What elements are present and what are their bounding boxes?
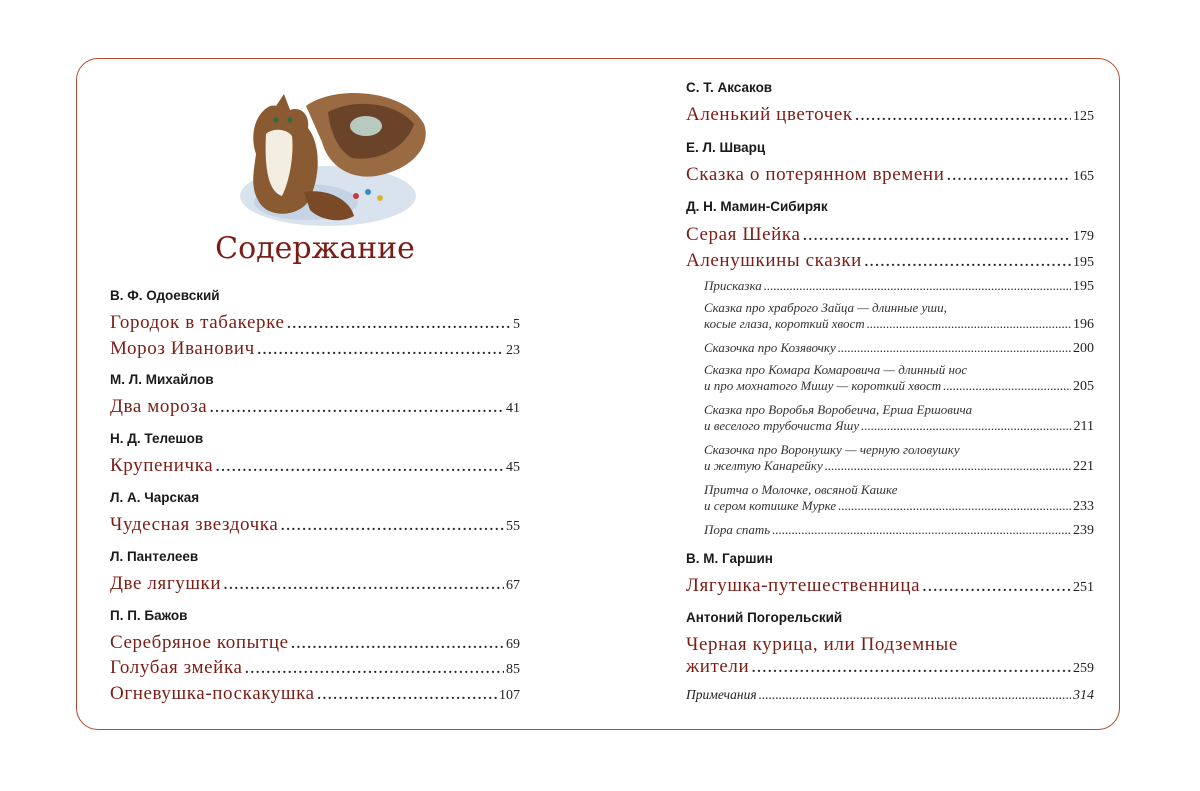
story-title: Аленький цветочек bbox=[686, 104, 853, 125]
page-number: 5 bbox=[513, 317, 520, 332]
toc-sub-entry[interactable] bbox=[704, 482, 1094, 515]
sub-title-line1: Притча о Молочке, овсяной Кашке bbox=[704, 482, 898, 497]
page-number: 85 bbox=[506, 662, 520, 677]
story-title: Две лягушки bbox=[110, 573, 222, 594]
story-title: Серебряное копытце bbox=[110, 632, 289, 653]
page-number: 221 bbox=[1073, 459, 1094, 474]
story-title: Крупеничка bbox=[110, 455, 214, 476]
toc-entry[interactable] bbox=[110, 396, 520, 418]
toc-sub-entry[interactable] bbox=[704, 300, 1094, 333]
page-number: 233 bbox=[1073, 499, 1094, 514]
page-number: 45 bbox=[506, 460, 520, 475]
toc-sub-entry[interactable] bbox=[704, 442, 1094, 475]
sub-title: Сказочка про Козявочку bbox=[704, 340, 836, 355]
page-number: 41 bbox=[506, 401, 520, 416]
toc-entry[interactable] bbox=[110, 338, 520, 360]
page-number: 55 bbox=[506, 519, 520, 534]
toc-entry[interactable] bbox=[110, 573, 520, 595]
page-number: 200 bbox=[1073, 341, 1094, 356]
toc-entry[interactable] bbox=[110, 455, 520, 477]
page-number: 205 bbox=[1073, 379, 1094, 394]
author-mamin-sibiryak: Д. Н. Мамин-Сибиряк bbox=[686, 199, 828, 214]
author-odoevsky: В. Ф. Одоевский bbox=[110, 288, 220, 303]
page-number: 107 bbox=[499, 688, 520, 703]
toc-entry[interactable] bbox=[110, 514, 520, 536]
toc-entry[interactable] bbox=[110, 683, 520, 705]
sub-title-line2: и про мохнатого Мишу — короткий хвост bbox=[704, 378, 942, 393]
story-title: Голубая змейка bbox=[110, 657, 243, 678]
toc-sub-entry[interactable] bbox=[704, 340, 1094, 357]
author-shvarts: Е. Л. Шварц bbox=[686, 140, 766, 155]
story-title: Лягушка-путешественница bbox=[686, 575, 921, 596]
sub-title: Пора спать bbox=[704, 522, 771, 537]
toc-entry[interactable] bbox=[110, 657, 520, 679]
author-panteleev: Л. Пантелеев bbox=[110, 549, 199, 564]
story-title: Городок в табакерке bbox=[110, 312, 285, 333]
sub-title-line1: Сказка про Комара Комаровича — длинный нос bbox=[704, 362, 968, 377]
page-number: 251 bbox=[1073, 580, 1094, 595]
sub-title-line2: и сером котишке Мурке bbox=[704, 498, 837, 513]
toc-entry[interactable] bbox=[686, 575, 1094, 597]
story-title: Серая Шейка bbox=[686, 224, 801, 245]
story-title: Два мороза bbox=[110, 396, 208, 417]
page-number: 259 bbox=[1073, 661, 1094, 676]
sub-title-line1: Сказка про Воробья Воробеича, Ерша Ершовича bbox=[704, 402, 973, 417]
story-title: Огневушка-поскакушка bbox=[110, 683, 315, 704]
sub-title-line2: косые глаза, короткий хвост bbox=[704, 316, 865, 331]
toc-entry[interactable] bbox=[110, 632, 520, 654]
toc-sub-entry[interactable] bbox=[704, 278, 1094, 295]
toc-entry[interactable] bbox=[686, 224, 1094, 246]
toc-notes[interactable] bbox=[686, 687, 1094, 704]
sub-title: Присказка bbox=[704, 278, 762, 293]
toc-entry[interactable] bbox=[110, 312, 520, 334]
story-title-line1: Черная курица, или Подземные bbox=[686, 634, 958, 655]
page-number: 211 bbox=[1073, 419, 1094, 434]
page-number: 67 bbox=[506, 578, 520, 593]
toc-entry[interactable] bbox=[686, 634, 1094, 678]
toc-sub-entry[interactable] bbox=[704, 362, 1094, 395]
toc-entry[interactable] bbox=[686, 104, 1094, 126]
sub-title-line2: и веселого трубочиста Яшу bbox=[704, 418, 860, 433]
sub-title-line1: Сказочка про Воронушку — черную головушку bbox=[704, 442, 960, 457]
toc-entry[interactable] bbox=[686, 250, 1094, 272]
page-number: 23 bbox=[506, 343, 520, 358]
toc-sub-entry[interactable] bbox=[704, 402, 1094, 435]
page-number: 195 bbox=[1073, 279, 1094, 294]
author-aksakov: С. Т. Аксаков bbox=[686, 80, 773, 95]
author-pogorelsky: Антоний Погорельский bbox=[686, 610, 843, 625]
author-garshin: В. М. Гаршин bbox=[686, 551, 773, 566]
page-number: 239 bbox=[1073, 523, 1094, 538]
story-title: Аленушкины сказки bbox=[686, 250, 862, 271]
story-title: Мороз Иванович bbox=[110, 338, 255, 359]
author-mikhailov: М. Л. Михайлов bbox=[110, 372, 214, 387]
page-number: 179 bbox=[1073, 229, 1094, 244]
sub-title-line1: Сказка про храброго Зайца — длинные уши, bbox=[704, 300, 947, 315]
page-number: 196 bbox=[1073, 317, 1094, 332]
story-title-line2: жители bbox=[686, 656, 750, 677]
author-charskaya: Л. А. Чарская bbox=[110, 490, 200, 505]
story-title: Сказка о потерянном времени bbox=[686, 164, 945, 185]
author-teleshov: Н. Д. Телешов bbox=[110, 431, 204, 446]
page-number: 165 bbox=[1073, 169, 1094, 184]
toc-entry[interactable] bbox=[686, 164, 1094, 186]
notes-title: Примечания bbox=[686, 687, 757, 702]
page-number: 69 bbox=[506, 637, 520, 652]
page-number: 125 bbox=[1073, 109, 1094, 124]
page-number: 195 bbox=[1073, 255, 1094, 270]
sub-title-line2: и желтую Канарейку bbox=[704, 458, 823, 473]
page-title: Содержание bbox=[215, 231, 415, 266]
toc-sub-entry[interactable] bbox=[704, 522, 1094, 539]
story-title: Чудесная звездочка bbox=[110, 514, 279, 535]
author-bazhov: П. П. Бажов bbox=[110, 608, 188, 623]
page-number: 314 bbox=[1073, 688, 1094, 703]
cat-illustration bbox=[236, 84, 436, 232]
